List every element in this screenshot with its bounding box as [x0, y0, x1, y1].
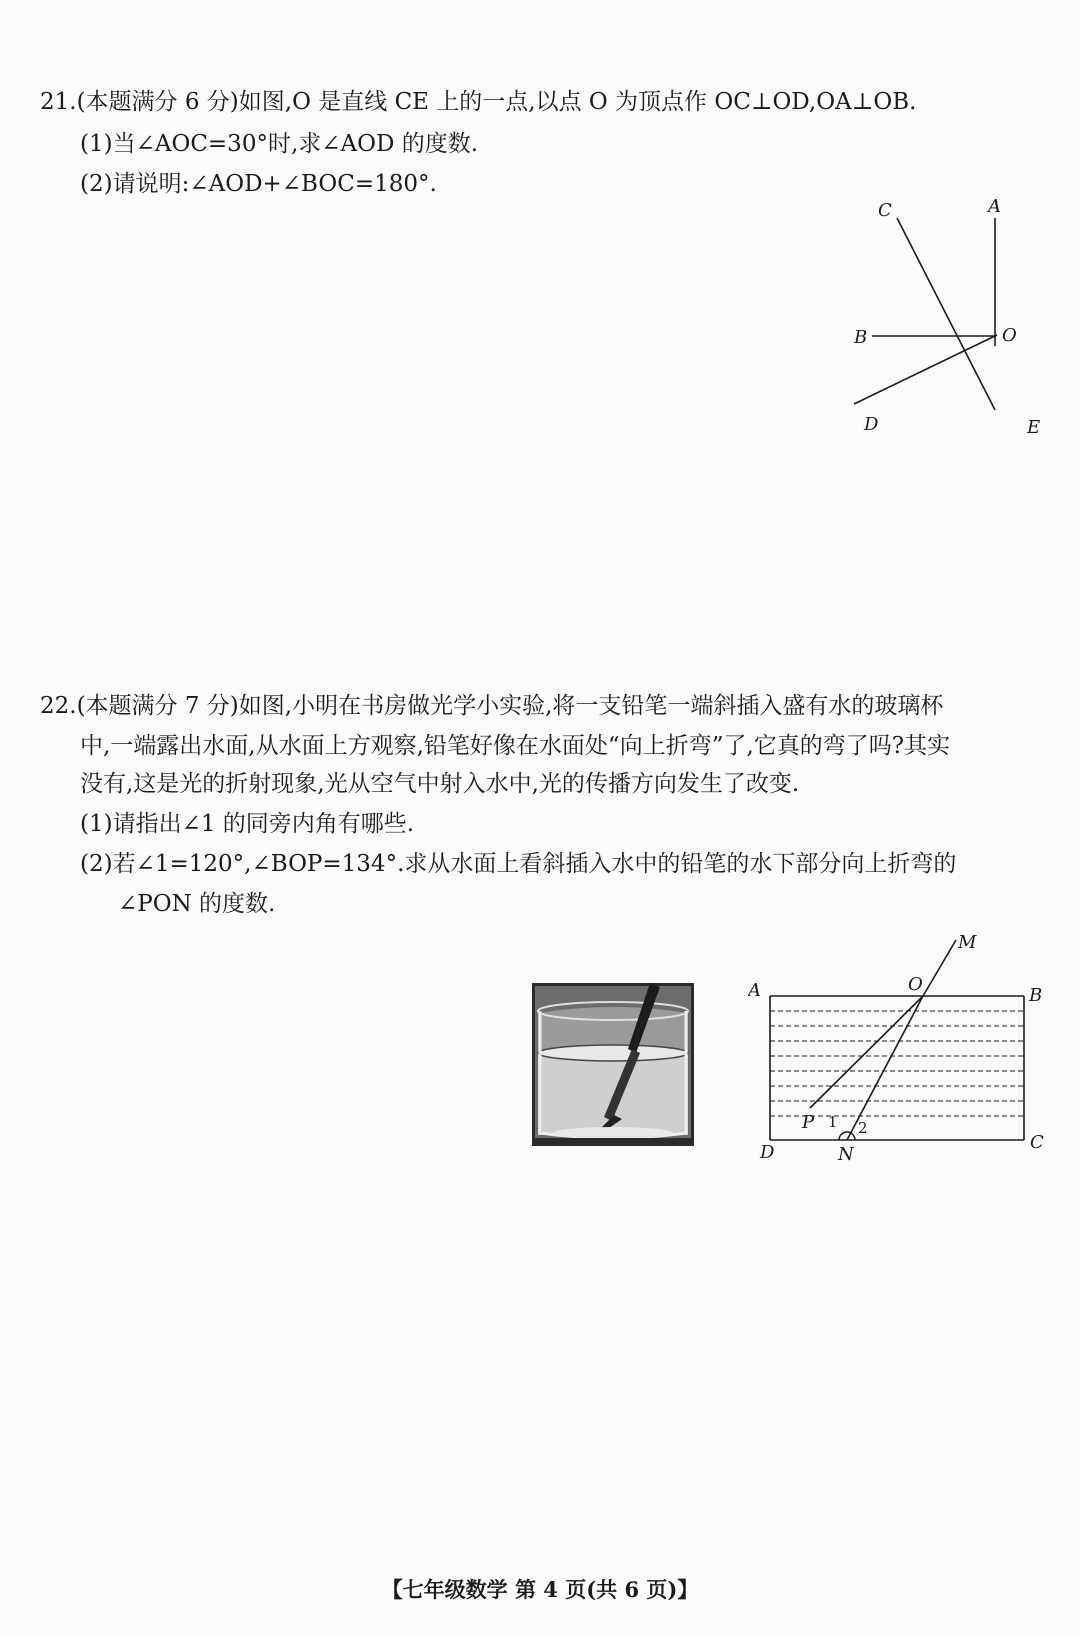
q21-figure: [840, 196, 1060, 446]
q21-part1: (1)当∠AOC=30°时,求∠AOD 的度数.: [80, 131, 479, 157]
q21-stem: 21.(本题满分 6 分)如图,O 是直线 CE 上的一点,以点 O 为顶点作 OC⊥OD,OA⊥OB.: [40, 89, 917, 115]
page-footer: 【七年级数学 第 4 页(共 6 页)】: [381, 1577, 699, 1602]
label-n: N: [838, 1144, 854, 1165]
label-a: A: [988, 196, 1001, 217]
q22-stem-2: 中,一端露出水面,从水面上方观察,铅笔好像在水面处“向上折弯”了,它真的弯了吗?其实: [80, 733, 951, 759]
label-b: B: [854, 327, 868, 348]
label-c: C: [1030, 1132, 1044, 1153]
q22-part2: (2)若∠1=120°,∠BOP=134°.求从水面上看斜插入水中的铅笔的水下部分向上折弯的: [80, 851, 957, 877]
q21-part2: (2)请说明:∠AOD+∠BOC=180°.: [80, 171, 437, 197]
q22-part1: (1)请指出∠1 的同旁内角有哪些.: [80, 811, 415, 837]
ray-od: [854, 335, 997, 404]
label-c: C: [878, 200, 892, 221]
pencil-glass-photo: [532, 983, 694, 1146]
q22-figure: [748, 930, 1048, 1170]
pencil-above-mo: [923, 940, 956, 996]
label-b: B: [1029, 985, 1043, 1006]
q22-part2-cont: ∠PON 的度数.: [118, 891, 276, 917]
label-o: O: [1002, 325, 1017, 346]
label-p: P: [802, 1112, 815, 1133]
q22-stem-3: 没有,这是光的折射现象,光从空气中射入水中,光的传播方向发生了改变.: [80, 771, 800, 797]
label-m: M: [958, 932, 977, 953]
q22-stem-1: 22.(本题满分 7 分)如图,小明在书房做光学小实验,将一支铅笔一端斜插入盛有水的玻璃杯: [40, 693, 944, 719]
label-a: A: [748, 980, 761, 1001]
label-e: E: [1027, 417, 1041, 438]
ray-oc: [897, 218, 995, 410]
label-o: O: [908, 974, 923, 995]
apparent-op: [810, 996, 923, 1108]
label-angle-2: 2: [858, 1119, 868, 1137]
label-d: D: [864, 414, 879, 435]
label-d: D: [760, 1142, 775, 1163]
label-angle-1: 1: [828, 1113, 838, 1131]
